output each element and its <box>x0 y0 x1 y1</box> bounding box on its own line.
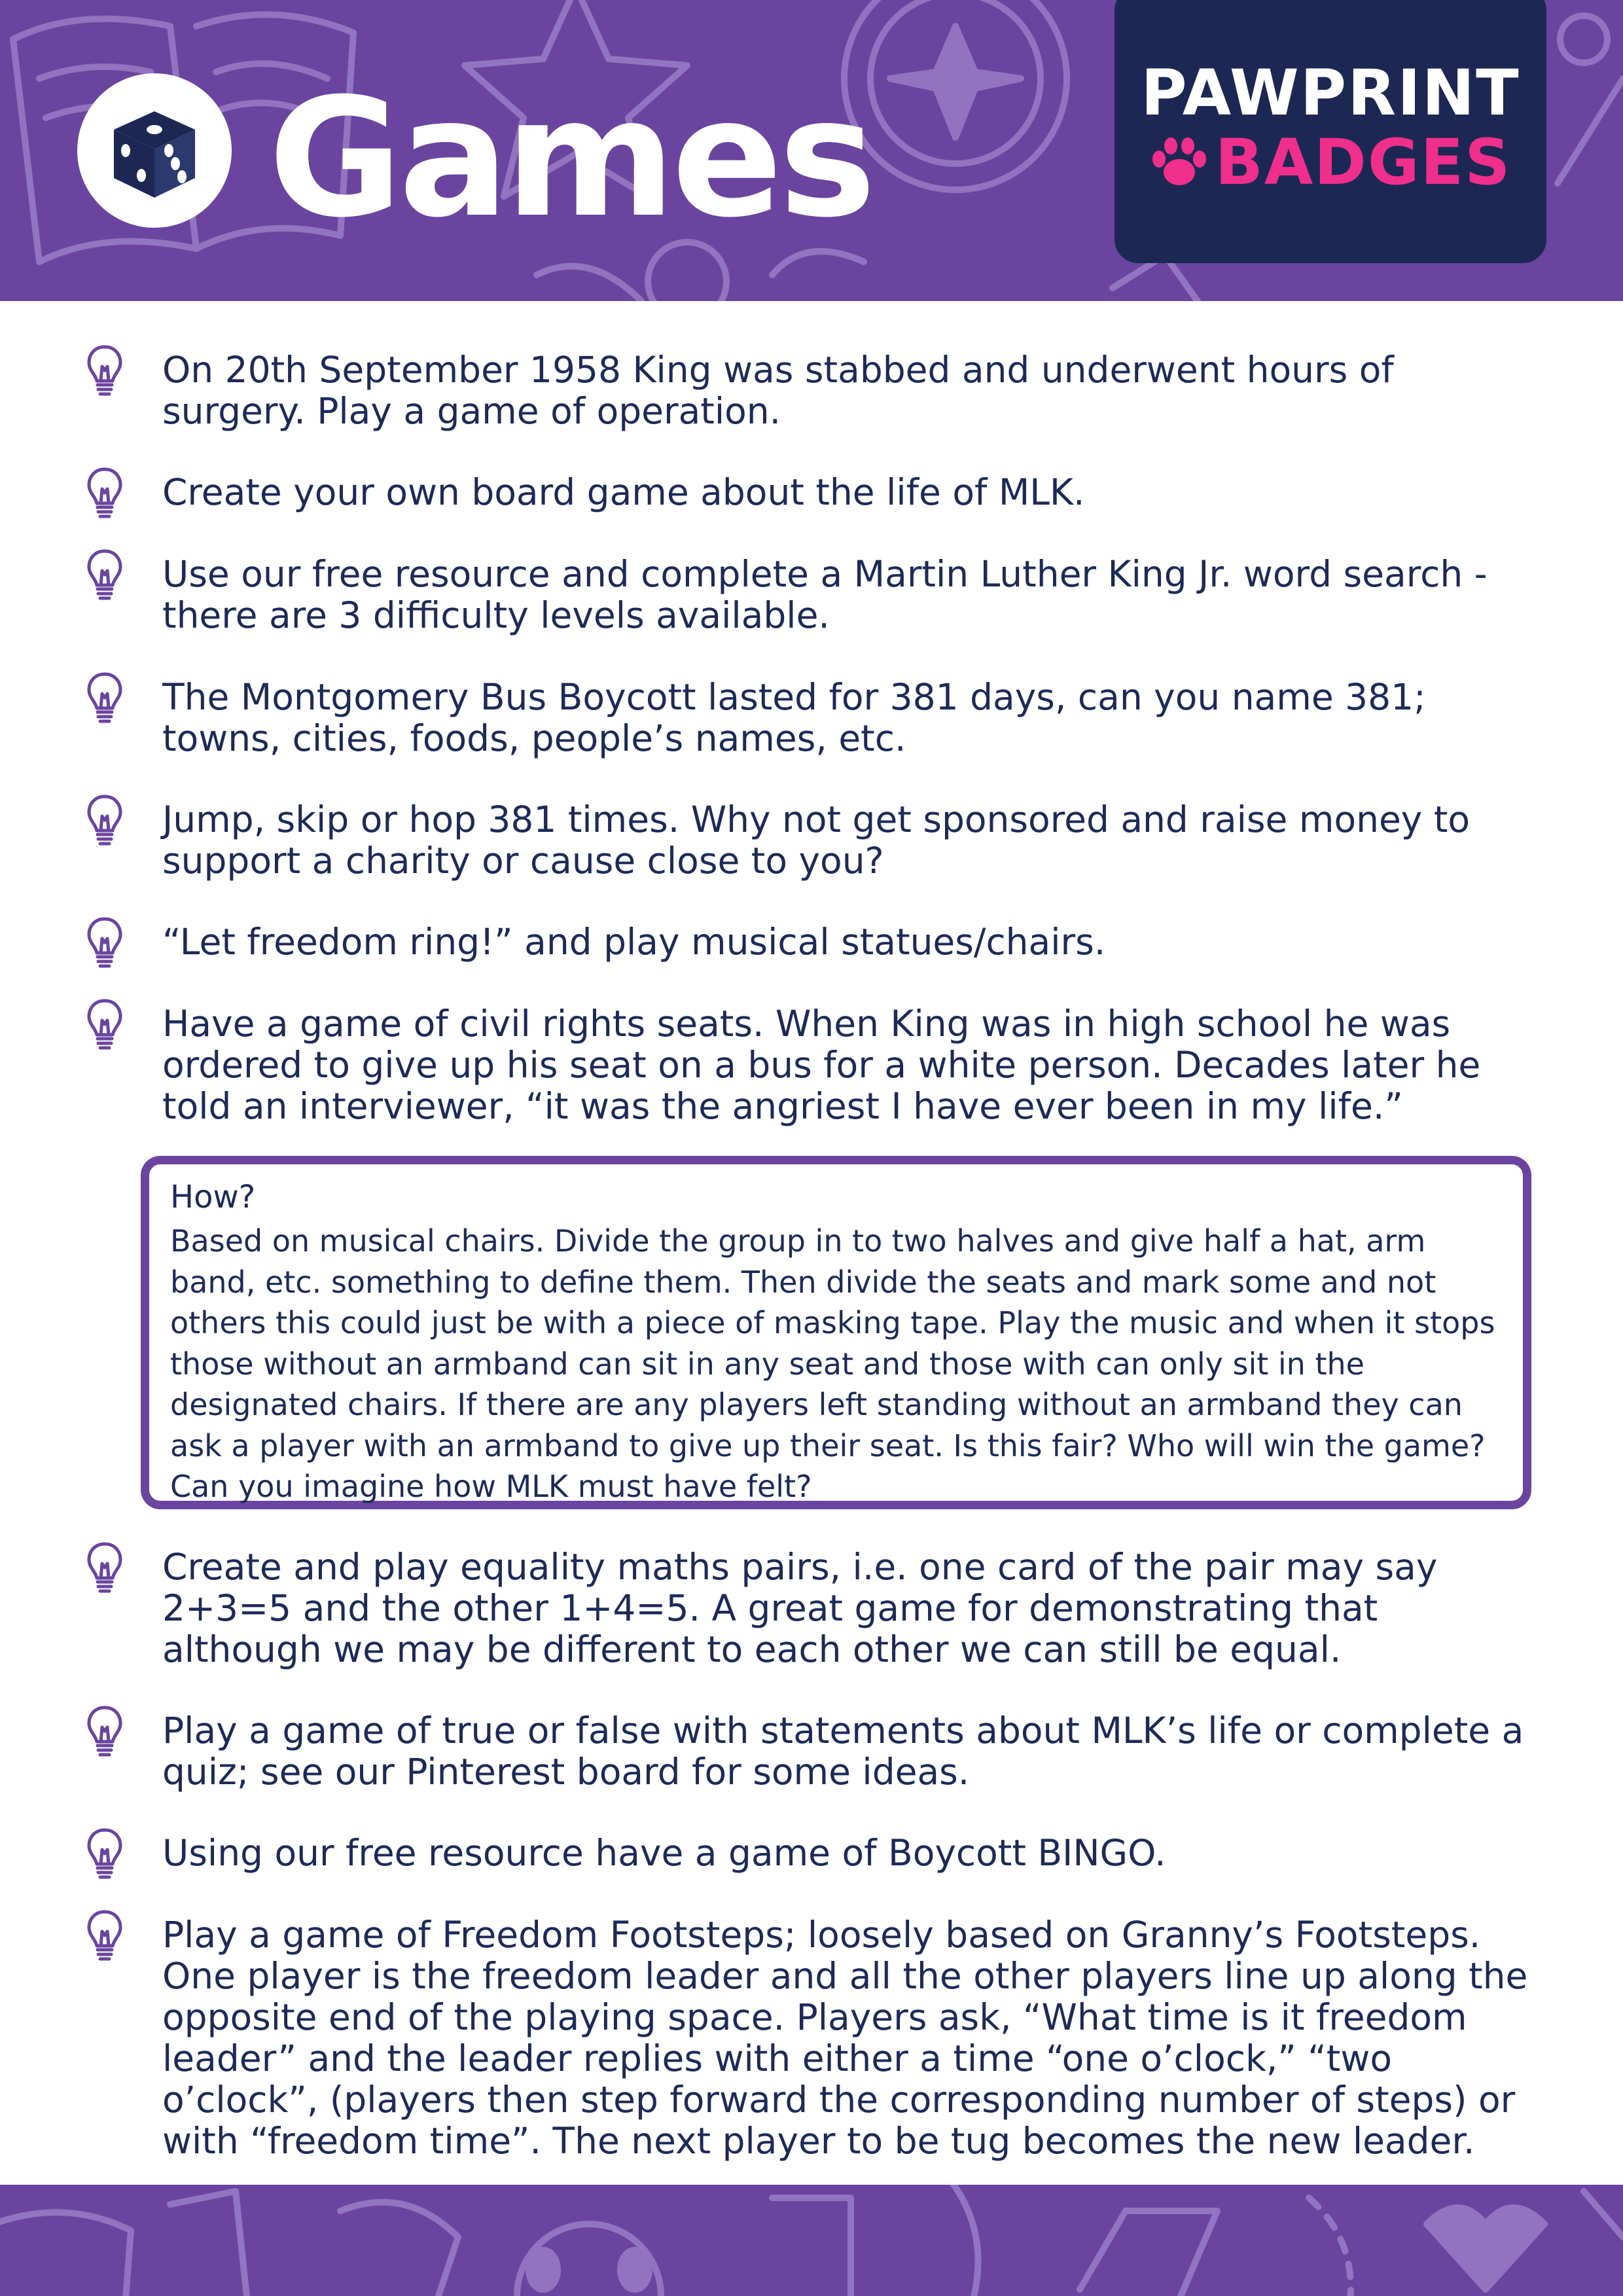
lightbulb-icon <box>86 998 123 1053</box>
paw-icon <box>1150 135 1209 188</box>
list-item: “Let freedom ring!” and play musical statues/chairs. <box>162 921 1106 963</box>
list-item: On 20th September 1958 King was stabbed and underwent hours of surgery. Play a game of operation. <box>162 349 1394 432</box>
dice-icon <box>77 73 232 228</box>
list-item: Use our free resource and complete a Martin Luther King Jr. word search - there are 3 difficulty levels available. <box>162 553 1488 636</box>
list-item: Play a game of true or false with statements about MLK’s life or complete a quiz; see our Pinterest board for some ideas. <box>162 1710 1524 1793</box>
list-item: Create your own board game about the life of MLK. <box>162 471 1085 513</box>
lightbulb-icon <box>86 548 123 603</box>
lightbulb-icon <box>86 916 123 971</box>
lightbulb-icon <box>86 794 123 849</box>
brand-logo <box>1115 0 1546 263</box>
brand-line1: PAWPRINT <box>1141 56 1520 130</box>
lightbulb-icon <box>86 1827 123 1882</box>
how-box <box>141 1156 1531 1509</box>
how-title: How? <box>170 1179 256 1215</box>
lightbulb-icon <box>86 1909 123 1964</box>
list-item: Play a game of Freedom Footsteps; loosely based on Granny’s Footsteps. One player is the freedom leader and all the other players line up along the opposite end of the playing space. Players ask, “What time is it freedom leader” and the leader replies with either a time “one o’clock,” “two o’clock”, (players then step forward the corresponding number of steps) or with “freedom time”. The next player to be tug becomes the new leader. <box>162 1914 1528 2162</box>
list-item: Create and play equality maths pairs, i.e. one card of the pair may say 2+3=5 and the other 1+4=5. A great game for demonstrating that although we may be different to each other we can still be equal. <box>162 1546 1438 1670</box>
lightbulb-icon <box>86 344 123 399</box>
lightbulb-icon <box>86 1705 123 1760</box>
list-item: Using our free resource have a game of Boycott BINGO. <box>162 1832 1166 1874</box>
dice-badge <box>77 73 232 228</box>
decorative-pattern <box>0 2185 1623 2296</box>
lightbulb-icon <box>86 1541 123 1596</box>
lightbulb-icon <box>86 467 123 522</box>
lightbulb-icon <box>86 672 123 726</box>
brand-line2: BADGES <box>1215 126 1512 199</box>
brand-line2-row <box>1115 126 1546 199</box>
list-item: The Montgomery Bus Boycott lasted for 381 days, can you name 381; towns, cities, foods, people’s names, etc. <box>162 676 1426 759</box>
footer-banner <box>0 2185 1623 2296</box>
list-item: Have a game of civil rights seats. When King was in high school he was ordered to give up his seat on a bus for a white person. Decades later he told an interviewer, “it was the angriest I have ever been in my life.” <box>162 1003 1481 1127</box>
list-item: Jump, skip or hop 381 times. Why not get sponsored and raise money to support a charity or cause close to you? <box>162 798 1471 882</box>
header-banner <box>0 0 1623 301</box>
how-text: Based on musical chairs. Divide the group in to two halves and give half a hat, arm band, etc. something to define them. Then divide the seats and mark some and not others this could just be with a piece of masking tape. Play the music and when it stops those without an armband can sit in any seat and those with can only sit in the designated chairs. If there are any players left standing without an armband they can ask a player with an armband to give up their seat. Is this fair? Who will win the game? Can you imagine how MLK must have felt? <box>170 1223 1495 1504</box>
page-title: Games <box>268 63 872 253</box>
